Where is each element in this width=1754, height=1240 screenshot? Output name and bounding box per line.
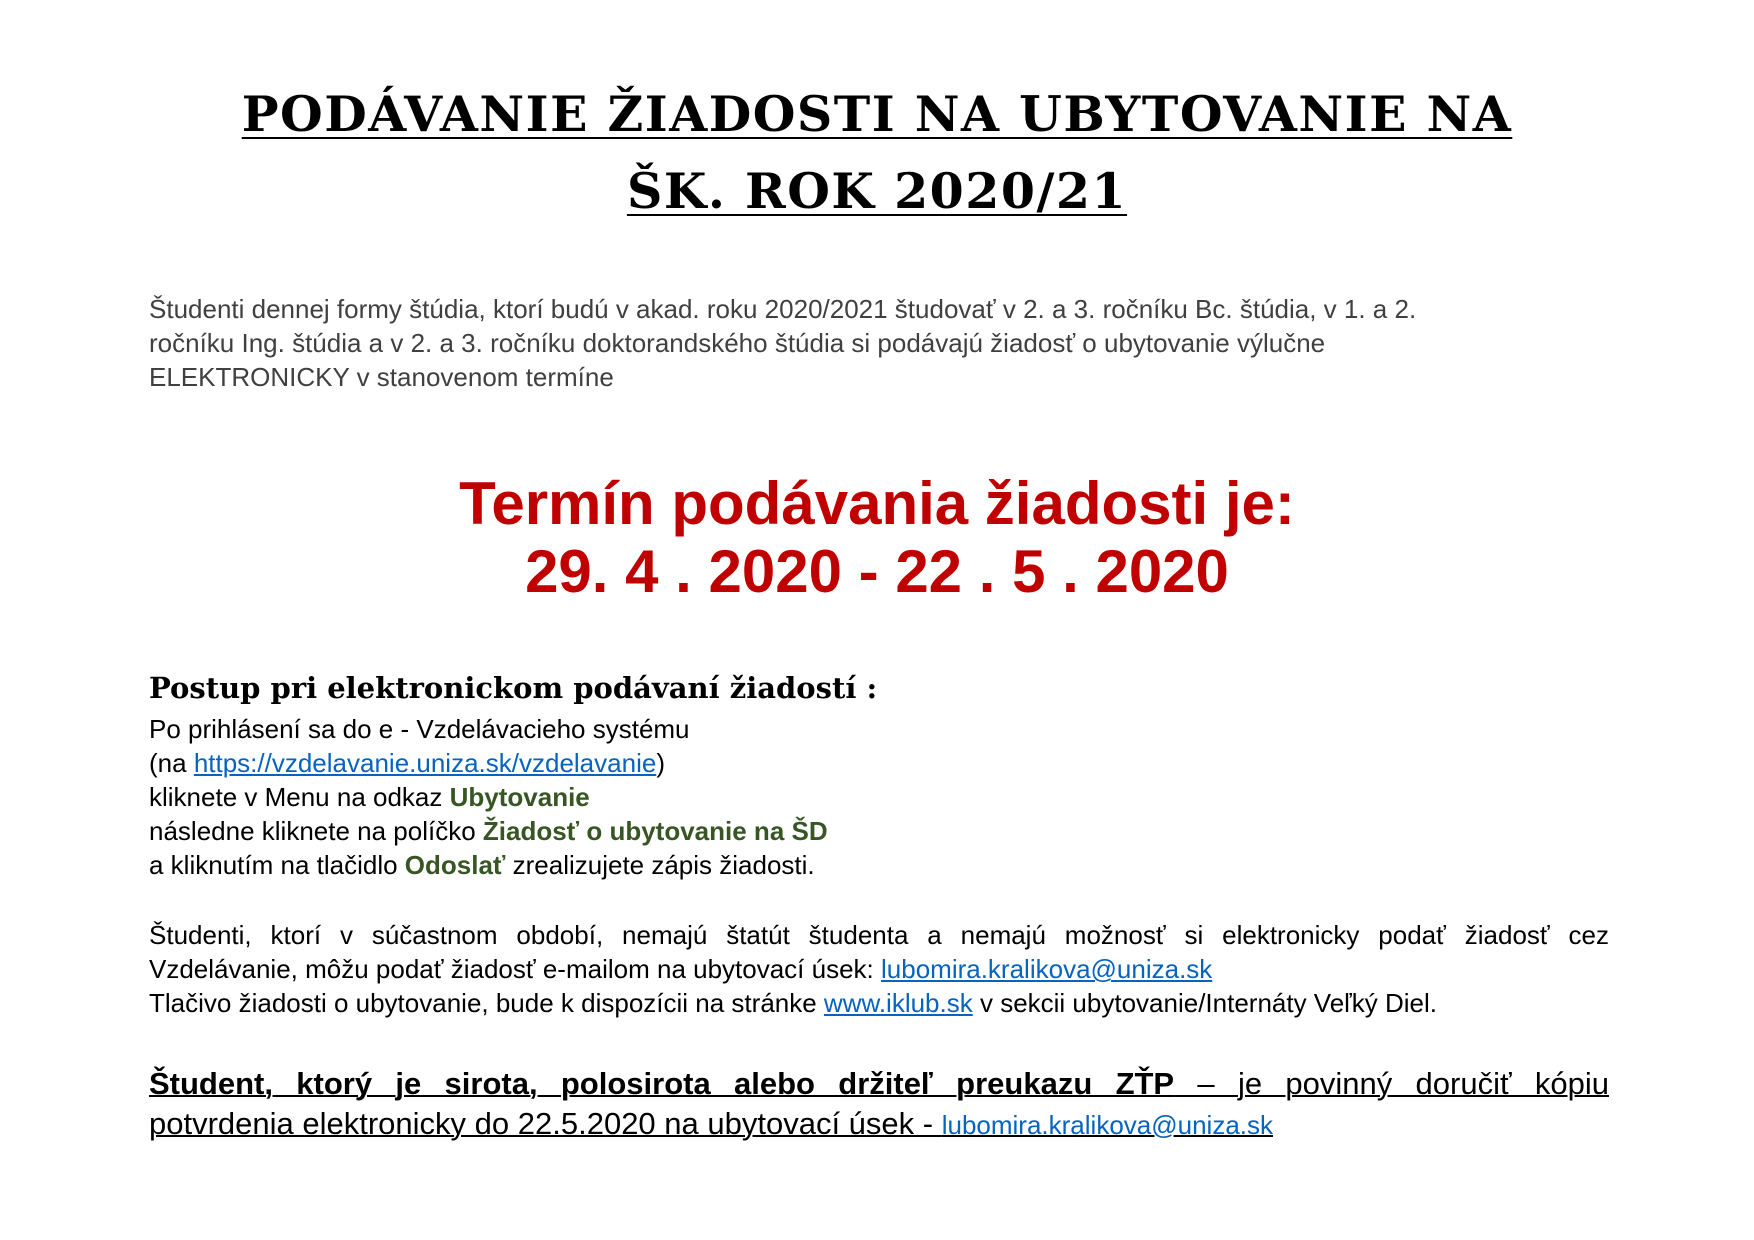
ubytovanie-highlight: Ubytovanie	[449, 782, 590, 812]
procedure-line-2	[149, 746, 828, 780]
procedure-line-4-prefix: následne kliknete na políčko	[149, 816, 483, 846]
alternative-line-3	[149, 986, 1609, 1020]
procedure-line-2-prefix: (na	[149, 748, 194, 778]
procedure-line-3-prefix: kliknete v Menu na odkaz	[149, 782, 450, 812]
intro-line-3: ELEKTRONICKY v stanovenom termíne	[149, 362, 614, 392]
deadline-heading: Termín podávania žiadosti je:	[459, 470, 1295, 537]
alternative-line-3-prefix: Tlačivo žiadosti o ubytovanie, bude k dispozícii na stránke	[149, 988, 824, 1018]
orphan-notice	[149, 1064, 1609, 1145]
iklub-link[interactable]: www.iklub.sk	[823, 988, 973, 1018]
email-link[interactable]: lubomira.kralikova@uniza.sk	[881, 954, 1213, 984]
notice-line-1-rest: – je povinný doručiť kópiu	[1174, 1066, 1609, 1101]
title-text-2: ŠK. ROK 2020/21	[626, 162, 1128, 220]
procedure-line-5	[149, 848, 828, 882]
procedure-line-5-suffix: zrealizujete zápis žiadosti.	[505, 850, 815, 880]
ziadost-highlight: Žiadosť o ubytovanie na ŠD	[482, 816, 828, 846]
alternative-line-2	[149, 952, 1609, 986]
procedure-heading: Postup pri elektronickom podávaní žiadostí :	[149, 671, 878, 705]
document-title-line-1	[0, 85, 1754, 143]
intro-line-2: ročníku Ing. štúdia a v 2. a 3. ročníku doktorandského štúdia si podávajú žiadosť o ubytovanie výlučne	[149, 328, 1326, 358]
deadline-dates: 29. 4 . 2020 - 22 . 5 . 2020	[525, 538, 1229, 605]
alternative-line-3-suffix: v sekcii ubytovanie/Internáty Veľký Diel.	[972, 988, 1437, 1018]
procedure-line-4	[149, 814, 828, 848]
notice-email-link[interactable]: lubomira.kralikova@uniza.sk	[941, 1110, 1274, 1140]
notice-bold-text: Študent, ktorý je sirota, polosirota alebo držiteľ preukazu ZŤP	[149, 1066, 1175, 1101]
alternative-line-1: Študenti, ktorí v súčastnom období, nemajú štatút študenta a nemajú možnosť si elektronicky podať žiadosť cez	[149, 920, 1609, 950]
alternative-paragraph	[149, 918, 1609, 1020]
notice-line-2	[149, 1104, 1609, 1145]
procedure-line-1: Po prihlásení sa do e - Vzdelávacieho systému	[149, 714, 690, 744]
intro-line-1: Študenti dennej formy štúdia, ktorí budú v akad. roku 2020/2021 študovať v 2. a 3. ročníku Bc. štúdia, v 1. a 2.	[149, 294, 1417, 324]
vzdelavanie-link[interactable]: https://vzdelavanie.uniza.sk/vzdelavanie	[193, 748, 657, 778]
notice-line-1	[149, 1064, 1609, 1104]
title-text-1: PODÁVANIE ŽIADOSTI NA UBYTOVANIE NA	[241, 85, 1513, 143]
odoslat-highlight: Odoslať	[404, 850, 506, 880]
alternative-line-2-prefix: Vzdelávanie, môžu podať žiadosť e-mailom na ubytovací úsek:	[149, 954, 881, 984]
procedure-steps	[149, 712, 828, 882]
procedure-line-3	[149, 780, 828, 814]
procedure-line-2-suffix: )	[656, 748, 665, 778]
procedure-line-5-prefix: a kliknutím na tlačidlo	[149, 850, 405, 880]
notice-line-2-text: potvrdenia elektronicky do 22.5.2020 na ubytovací úsek -	[149, 1106, 942, 1141]
document-title-line-2	[0, 162, 1754, 220]
intro-paragraph	[149, 292, 1629, 394]
